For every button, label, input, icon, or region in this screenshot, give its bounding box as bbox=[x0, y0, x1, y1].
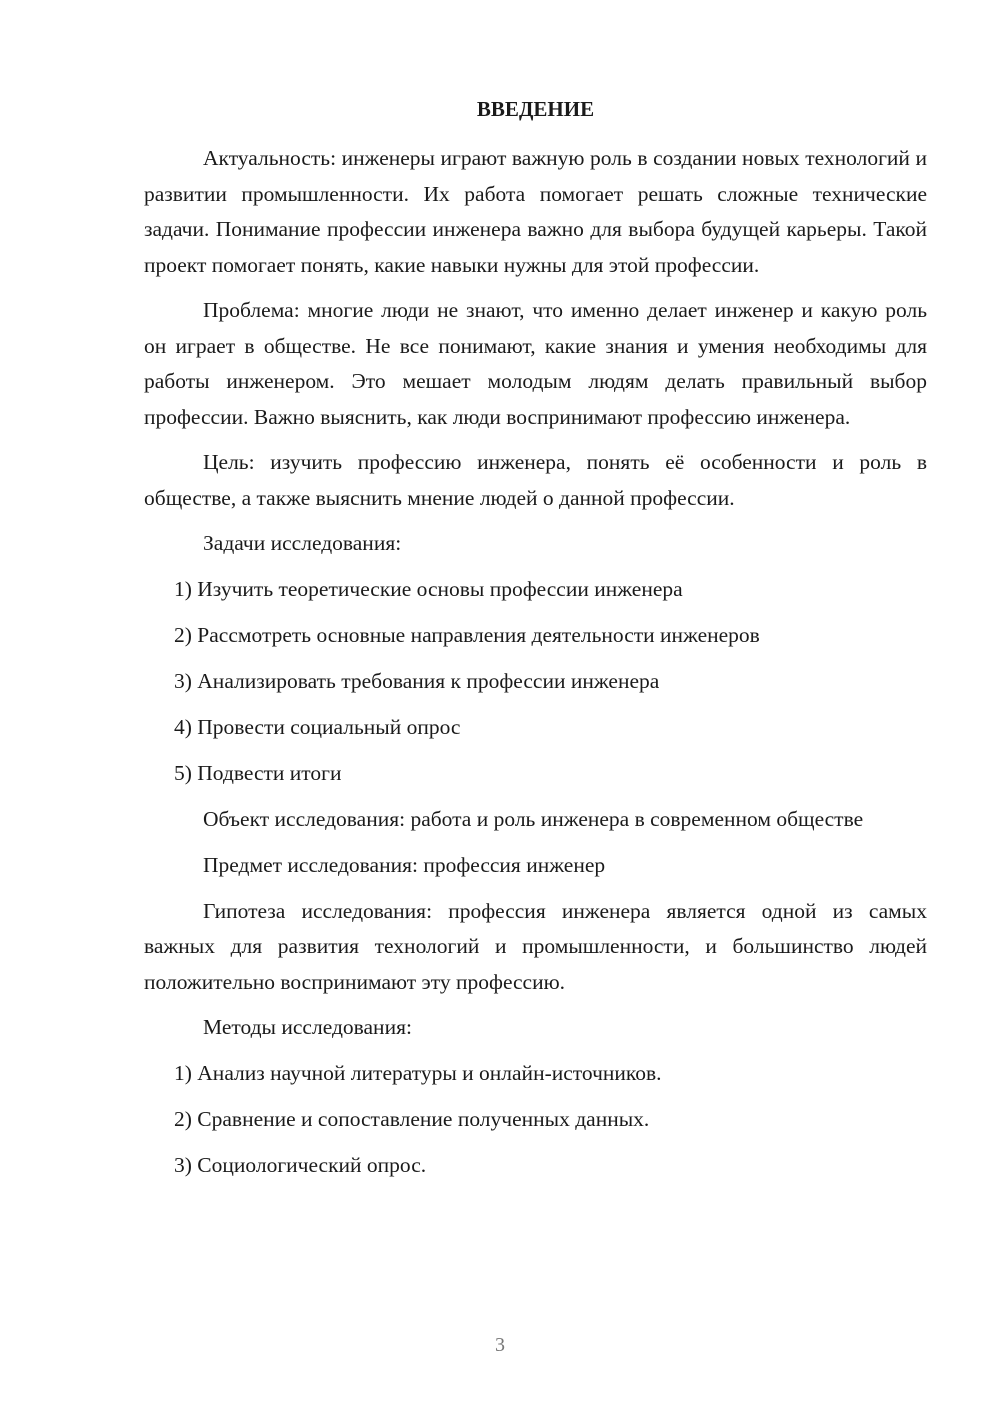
tasks-title: Задачи исследования: bbox=[203, 531, 402, 555]
page-number: 3 bbox=[495, 1334, 505, 1356]
task-item: 3) Анализировать требования к профессии инженера bbox=[174, 669, 660, 693]
method-item: 3) Социологический опрос. bbox=[174, 1153, 427, 1177]
object-paragraph: Объект исследования: работа и роль инженера в современном обществе bbox=[203, 807, 864, 831]
task-item: 2) Рассмотреть основные направления деятельности инженеров bbox=[174, 623, 760, 647]
subject-paragraph: Предмет исследования: профессия инженер bbox=[203, 852, 606, 877]
goal-paragraph: Цель: изучить профессию инженера, понять её особенности и роль в обществе, а также выяснить мнение людей о данной профессии. bbox=[144, 450, 927, 510]
problem-paragraph: Проблема: многие люди не знают, что именно делает инженер и какую роль он играет в обществе. Не все понимают, какие знания и умения необходимы для работы инженером. Это мешает молодым людям делать правильный выбор профессии. Важно выяснить, как люди воспринимают профессию инженера. bbox=[144, 298, 927, 429]
document-page bbox=[144, 95, 927, 1194]
section-heading: ВВЕДЕНИЕ bbox=[476, 97, 595, 121]
relevance-paragraph: Актуальность: инженеры играют важную роль в создании новых технологий и развитии промышленности. Их работа помогает решать сложные технические задачи. Понимание профессии инженера важно для выбора будущей карьеры. Такой проект помогает понять, какие навыки нужны для этой профессии. bbox=[144, 146, 927, 277]
methods-title: Методы исследования: bbox=[203, 1015, 412, 1039]
task-item: 4) Провести социальный опрос bbox=[174, 715, 461, 739]
method-item: 1) Анализ научной литературы и онлайн-источников. bbox=[174, 1061, 662, 1085]
hypothesis-paragraph: Гипотеза исследования: профессия инженера является одной из самых важных для развития технологий и промышленности, и большинство людей положительно воспринимают эту профессию. bbox=[144, 898, 927, 994]
task-item: 5) Подвести итоги bbox=[174, 761, 342, 785]
task-item: 1) Изучить теоретические основы профессии инженера bbox=[174, 577, 683, 601]
method-item: 2) Сравнение и сопоставление полученных данных. bbox=[174, 1107, 650, 1131]
